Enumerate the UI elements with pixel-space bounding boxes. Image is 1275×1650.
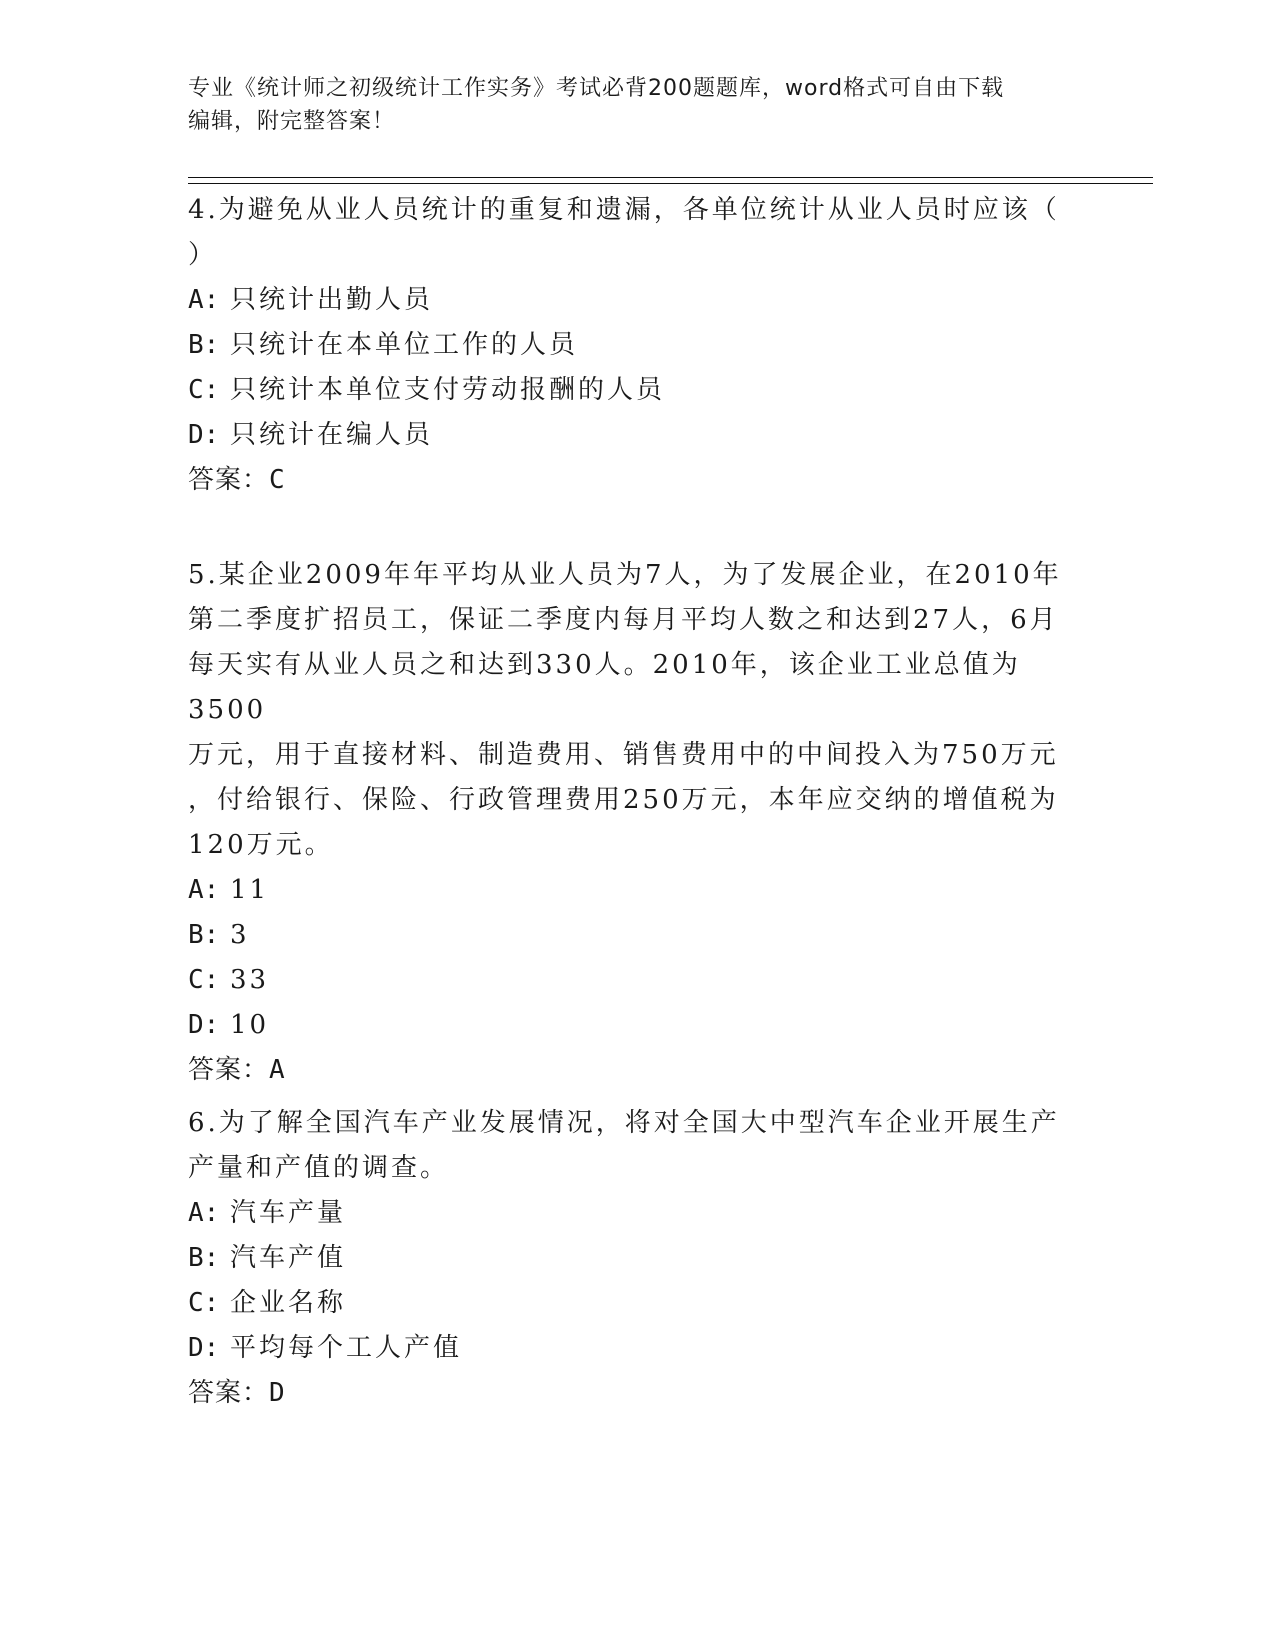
option-b	[188, 323, 1088, 368]
question-block	[188, 1101, 1088, 1416]
option-a	[188, 868, 1088, 913]
question-stem-line: 120万元。	[188, 830, 334, 860]
option-letter: B:	[188, 1243, 220, 1273]
question-stem-line: 万元，用于直接材料、制造费用、销售费用中的中间投入为750万元	[188, 740, 1059, 770]
answer-label: 答案：	[188, 465, 270, 495]
option-c	[188, 1281, 1088, 1326]
answer-label: 答案：	[188, 1378, 270, 1408]
question-block	[188, 553, 1088, 1093]
option-text: 企业名称	[230, 1288, 347, 1318]
option-a	[188, 278, 1088, 323]
document-header	[188, 72, 1068, 138]
option-letter: C:	[188, 965, 220, 995]
option-b	[188, 1236, 1088, 1281]
option-text: 33	[230, 965, 270, 995]
header-line-1: 专业《统计师之初级统计工作实务》考试必背200题题库，word格式可自由下载	[188, 76, 1005, 101]
answer-line	[188, 458, 1088, 503]
option-letter: D:	[188, 420, 220, 450]
option-text: 只统计出勤人员	[230, 285, 434, 315]
answer-value: D	[269, 1378, 286, 1408]
option-d	[188, 1326, 1088, 1371]
option-letter: D:	[188, 1010, 220, 1040]
option-text: 11	[230, 875, 270, 905]
option-text: 10	[230, 1010, 270, 1040]
answer-value: A	[269, 1055, 286, 1085]
option-letter: C:	[188, 375, 220, 405]
option-c	[188, 958, 1088, 1003]
option-text: 平均每个工人产值	[230, 1333, 463, 1363]
question-stem-line: 第二季度扩招员工，保证二季度内每月平均人数之和达到27人，6月	[188, 605, 1059, 635]
option-text: 汽车产值	[230, 1243, 347, 1273]
question-stem-line: 6.为了解全国汽车产业发展情况，将对全国大中型汽车企业开展生产	[188, 1108, 1060, 1138]
option-a	[188, 1191, 1088, 1236]
option-text: 只统计在本单位工作的人员	[230, 330, 579, 360]
question-stem-line: 5.某企业2009年年平均从业人员为7人，为了发展企业，在2010年	[188, 560, 1062, 590]
option-letter: A:	[188, 285, 220, 315]
option-text: 只统计在编人员	[230, 420, 434, 450]
option-d	[188, 1003, 1088, 1048]
answer-label: 答案：	[188, 1055, 270, 1085]
option-b	[188, 913, 1088, 958]
option-letter: B:	[188, 330, 220, 360]
question-stem-line: 每天实有从业人员之和达到330人。2010年，该企业工业总值为3500	[188, 650, 1021, 725]
option-text: 只统计本单位支付劳动报酬的人员	[230, 375, 666, 405]
answer-value: C	[269, 465, 286, 495]
header-divider-bottom	[188, 183, 1153, 184]
answer-line	[188, 1371, 1088, 1416]
answer-line	[188, 1048, 1088, 1093]
question-stem-line: 4.为避免从业人员统计的重复和遗漏，各单位统计从业人员时应该（	[188, 195, 1060, 225]
option-letter: C:	[188, 1288, 220, 1318]
question-stem-line: ）	[188, 240, 218, 270]
question-stem-line: ，付给银行、保险、行政管理费用250万元，本年应交纳的增值税为	[188, 785, 1059, 815]
header-line-2: 编辑，附完整答案！	[188, 109, 396, 134]
option-letter: A:	[188, 1198, 220, 1228]
question-block	[188, 188, 1088, 503]
option-letter: D:	[188, 1333, 220, 1363]
option-text: 3	[230, 920, 250, 950]
header-divider-top	[188, 177, 1153, 178]
option-text: 汽车产量	[230, 1198, 347, 1228]
option-letter: A:	[188, 875, 220, 905]
option-letter: B:	[188, 920, 220, 950]
option-c	[188, 368, 1088, 413]
question-stem-line: 产量和产值的调查。	[188, 1153, 450, 1183]
option-d	[188, 413, 1088, 458]
